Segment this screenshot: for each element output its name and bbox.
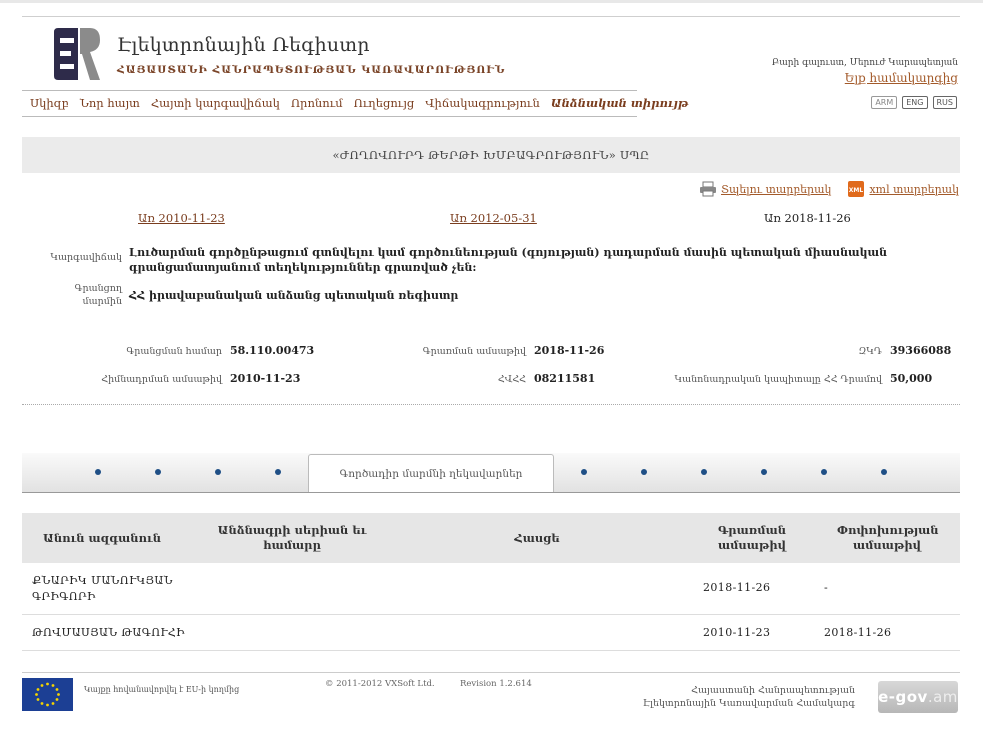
nav-bottom-divider (22, 116, 637, 117)
gov-line-1: Հայաստանի Հանրապետության (691, 685, 855, 696)
nav-item-new-request[interactable]: Նոր հայտ (79, 96, 140, 110)
row-reg-date: 2010-11-23 (703, 626, 771, 639)
gov-line-2: Էլեկտրոնային Կառավարման Համակարգ (642, 698, 855, 709)
reg-date-value: 2018-11-26 (534, 344, 605, 357)
nav-item-home[interactable]: Սկիզբ (30, 96, 69, 110)
footer-divider (22, 672, 960, 673)
copyright-text: © 2011-2012 VXSoft Ltd. (325, 679, 435, 689)
nav-item-statistics[interactable]: Վիճակագրություն (425, 96, 540, 110)
status-label: Կարգավիճակ (50, 252, 122, 263)
tab-dot[interactable] (641, 469, 647, 475)
xml-file-icon (847, 180, 865, 198)
company-name-banner: «ԺՈՂՈՎՈՒՐԴ ԹԵՐԹԻ ԽՄԲԱԳՐՈՒԹՅՈՒՆ» ՍՊԸ (22, 137, 960, 173)
founded-value: 2010-11-23 (230, 372, 301, 385)
capital-label: Կանոնադրական կապիտալը ՀՀ Դրամով (674, 374, 882, 385)
status-value: Լուծարման գործընթացում գտնվելու կամ գործունեության (գոյության) դադարման մասին պետական միասնական գրանցամատյանում տեղեկություններ գրառված չեն: (129, 246, 888, 274)
zkd-value: 39366088 (890, 344, 952, 357)
svg-text:XML: XML (849, 187, 864, 194)
print-version-label: Տպելու տարբերակ (720, 182, 832, 196)
revision-text: Revision 1.2.614 (460, 679, 532, 689)
tab-dot[interactable] (821, 469, 827, 475)
col-header-reg-date: Գրառման ամսաթիվ (717, 523, 786, 552)
site-title: Էլեկտրոնային Ռեգիստր (117, 34, 370, 56)
tab-dot[interactable] (761, 469, 767, 475)
xml-version-label: xml տարբերակ (869, 182, 959, 196)
lang-eng-button[interactable]: ENG (902, 96, 927, 109)
tax-id-value: 08211581 (534, 372, 596, 385)
history-dates (22, 211, 960, 225)
col-header-name: Անուն ազգանուն (43, 531, 161, 545)
row-change-date: 2018-11-26 (824, 626, 892, 639)
table-header (22, 513, 960, 563)
printer-icon (699, 181, 717, 197)
nav-top-divider (22, 90, 637, 91)
capital-value: 50,000 (890, 372, 933, 385)
row-change-date: - (824, 581, 829, 594)
egov-logo-suffix: .am (927, 688, 958, 706)
export-actions (699, 180, 959, 198)
founded-label: Հիմնադրման ամսաթիվ (101, 374, 222, 385)
table-row (22, 615, 960, 651)
registrar-value: ՀՀ իրավաբանական անձանց պետական ռեգիստր (129, 289, 459, 302)
tab-executive-heads[interactable]: Գործադիր մարմնի ղեկավարներ (308, 454, 554, 492)
tab-dot[interactable] (155, 469, 161, 475)
reg-number-value: 58.110.00473 (230, 344, 315, 357)
tab-dot[interactable] (95, 469, 101, 475)
table-row (22, 563, 960, 615)
eu-sponsor-text: Կայքը հովանավորվել է EU-ի կողմից (84, 685, 240, 694)
main-nav (30, 96, 699, 110)
row-name: ՔՆԱՐԻԿ ՄԱՆՈՒԿՅԱՆ ԳՐԻԳՈՐԻ (32, 574, 173, 603)
registrar-label: Գրանցող մարմին (74, 283, 122, 307)
site-subtitle: ՀԱՅԱՍՏԱՆԻ ՀԱՆՐԱՊԵՏՈՒԹՅԱՆ ԿԱՌԱՎԱՐՈՒԹՅՈՒՆ (117, 64, 506, 76)
lang-rus-button[interactable]: RUS (933, 96, 958, 109)
col-header-address: Հասցե (514, 531, 560, 545)
tab-dot[interactable] (275, 469, 281, 475)
tab-dot[interactable] (881, 469, 887, 475)
language-switcher (871, 96, 957, 109)
date-link-2012[interactable]: Առ 2012-05-31 (450, 211, 537, 225)
zkd-label: ԶԿԴ (858, 346, 882, 357)
print-version-link[interactable] (699, 181, 831, 197)
header-divider (22, 16, 960, 17)
logout-link[interactable]: Ելք համակարգից (844, 71, 958, 85)
row-reg-date: 2018-11-26 (703, 581, 771, 594)
eu-flag-icon (22, 678, 73, 711)
lang-arm-button[interactable]: ARM (871, 96, 897, 109)
nav-item-search[interactable]: Որոնում (290, 96, 343, 110)
gov-system-text (643, 684, 855, 710)
section-divider (22, 404, 960, 405)
date-current: Առ 2018-11-26 (764, 211, 851, 225)
tab-dot[interactable] (701, 469, 707, 475)
egov-logo-link[interactable] (878, 681, 958, 713)
nav-item-request-status[interactable]: Հայտի կարգավիճակ (150, 96, 280, 110)
xml-version-link[interactable] (847, 180, 959, 198)
col-header-change-date: Փոփոխության ամսաթիվ (837, 523, 939, 552)
col-header-passport: Անձնագրի սերիան եւ համարը (217, 523, 367, 552)
row-name: ԹՈՎՄԱՍՅԱՆ ԹԱԳՈՒՀԻ (32, 626, 185, 639)
registry-logo (50, 26, 102, 84)
nav-item-personal-area[interactable]: Անձնական տիրույթ (550, 96, 689, 110)
egov-logo-main: e-gov (878, 688, 928, 706)
welcome-text: Բարի գալուստ, Մերուժ Կարապետյան (771, 58, 958, 68)
reg-date-label: Գրառման ամսաթիվ (422, 346, 526, 357)
tab-dot[interactable] (581, 469, 587, 475)
top-border (0, 0, 983, 3)
tabs-bar (22, 453, 960, 493)
reg-number-label: Գրանցման համար (126, 346, 222, 357)
tax-id-label: ՀՎՀՀ (497, 374, 526, 385)
tab-dot[interactable] (215, 469, 221, 475)
date-link-2010[interactable]: Առ 2010-11-23 (138, 211, 225, 225)
nav-item-guide[interactable]: Ուղեցույց (353, 96, 415, 110)
